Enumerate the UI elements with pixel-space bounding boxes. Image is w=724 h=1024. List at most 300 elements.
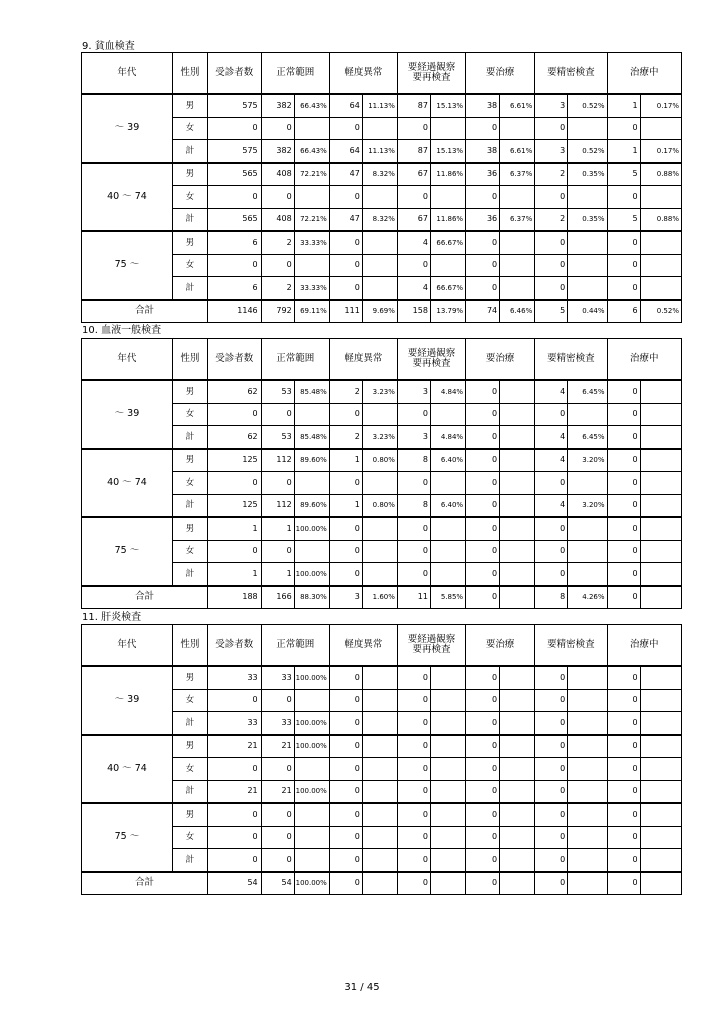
count-cell: 1 [607, 140, 640, 163]
table-row [82, 277, 682, 300]
percent-cell [430, 758, 465, 781]
percent-cell [640, 849, 681, 872]
count-cell: 112 [261, 494, 294, 517]
sex-label: 計 [172, 712, 207, 735]
count-cell: 4 [397, 231, 430, 254]
percent-cell [362, 231, 397, 254]
count-cell: 0 [329, 117, 362, 140]
age-group-label: 40 ～ 74 [82, 449, 173, 518]
total-count-cell: 166 [261, 586, 294, 609]
count-cell: 0 [329, 254, 362, 277]
table-row [82, 494, 682, 517]
section-title: 11. 肝炎検査 [82, 612, 142, 623]
percent-cell: 6.37% [500, 208, 535, 231]
percent-cell [500, 689, 535, 712]
table-row [82, 140, 682, 163]
count-cell: 0 [466, 563, 500, 586]
count-cell: 0 [466, 826, 500, 849]
count-cell: 0 [466, 449, 500, 472]
total-count-cell: 8 [535, 586, 568, 609]
total-count-cell: 792 [261, 300, 294, 323]
count-cell: 21 [261, 780, 294, 803]
table-row [82, 540, 682, 563]
count-cell: 0 [607, 758, 640, 781]
count-cell: 0 [607, 563, 640, 586]
total-percent-cell [568, 872, 607, 895]
percent-cell: 0.88% [640, 208, 681, 231]
total-count-cell: 111 [329, 300, 362, 323]
percent-cell [294, 849, 329, 872]
percent-cell: 6.45% [568, 426, 607, 449]
count-cell: 0 [607, 472, 640, 495]
percent-cell [362, 517, 397, 540]
percent-cell: 66.43% [294, 140, 329, 163]
age-group-label: ～ 39 [82, 94, 173, 163]
count-cell: 8 [397, 494, 430, 517]
table-row [82, 735, 682, 758]
count-cell: 0 [607, 689, 640, 712]
table-row [82, 517, 682, 540]
percent-cell [640, 563, 681, 586]
count-cell: 53 [261, 380, 294, 403]
results-table [81, 338, 682, 609]
count-cell: 0 [329, 231, 362, 254]
table-row [82, 94, 682, 117]
count-cell: 0 [466, 780, 500, 803]
count-cell: 0 [535, 254, 568, 277]
percent-cell: 89.60% [294, 494, 329, 517]
examinee-count: 62 [207, 380, 261, 403]
percent-cell [362, 403, 397, 426]
count-cell: 87 [397, 140, 430, 163]
examinee-count: 21 [207, 735, 261, 758]
sex-label: 女 [172, 689, 207, 712]
age-group-label: 75 ～ [82, 517, 173, 586]
count-cell: 0 [329, 403, 362, 426]
table-row [82, 403, 682, 426]
percent-cell [568, 277, 607, 300]
percent-cell: 11.13% [362, 140, 397, 163]
total-count-cell: 3 [329, 586, 362, 609]
percent-cell [294, 803, 329, 826]
percent-cell: 100.00% [294, 517, 329, 540]
count-cell: 0 [466, 803, 500, 826]
percent-cell [500, 803, 535, 826]
total-percent-cell: 4.26% [568, 586, 607, 609]
sex-label: 計 [172, 494, 207, 517]
total-percent-cell: 0.52% [640, 300, 681, 323]
percent-cell [640, 712, 681, 735]
percent-cell [500, 494, 535, 517]
total-examinees: 54 [207, 872, 261, 895]
count-cell: 67 [397, 163, 430, 186]
percent-cell: 0.80% [362, 449, 397, 472]
age-group-label: ～ 39 [82, 380, 173, 449]
total-percent-cell [500, 872, 535, 895]
percent-cell [500, 449, 535, 472]
percent-cell [430, 186, 465, 209]
header-mild: 軽度異常 [329, 339, 397, 381]
percent-cell [430, 666, 465, 689]
table-row [82, 758, 682, 781]
count-cell: 21 [261, 735, 294, 758]
percent-cell [294, 117, 329, 140]
count-cell: 0 [397, 403, 430, 426]
count-cell: 2 [261, 231, 294, 254]
header-examinees: 受診者数 [207, 53, 261, 95]
percent-cell [362, 735, 397, 758]
percent-cell: 8.32% [362, 163, 397, 186]
count-cell: 0 [329, 666, 362, 689]
count-cell: 0 [466, 380, 500, 403]
percent-cell [430, 540, 465, 563]
percent-cell: 100.00% [294, 780, 329, 803]
count-cell: 1 [261, 517, 294, 540]
sex-label: 男 [172, 449, 207, 472]
count-cell: 4 [535, 426, 568, 449]
total-count-cell: 74 [466, 300, 500, 323]
examinee-count: 0 [207, 758, 261, 781]
age-group-label: 75 ～ [82, 231, 173, 300]
percent-cell: 72.21% [294, 163, 329, 186]
percent-cell [294, 689, 329, 712]
count-cell: 0 [329, 758, 362, 781]
sex-label: 女 [172, 826, 207, 849]
sex-label: 男 [172, 94, 207, 117]
examinee-count: 125 [207, 494, 261, 517]
count-cell: 5 [607, 163, 640, 186]
percent-cell [568, 712, 607, 735]
sex-label: 計 [172, 140, 207, 163]
total-label: 合計 [82, 586, 208, 609]
percent-cell: 0.88% [640, 163, 681, 186]
examinee-count: 6 [207, 277, 261, 300]
percent-cell: 0.52% [568, 94, 607, 117]
table-row [82, 449, 682, 472]
percent-cell [500, 712, 535, 735]
count-cell: 0 [607, 712, 640, 735]
total-examinees: 1146 [207, 300, 261, 323]
percent-cell: 11.86% [430, 208, 465, 231]
percent-cell: 3.20% [568, 449, 607, 472]
count-cell: 0 [466, 186, 500, 209]
examinee-count: 575 [207, 94, 261, 117]
total-row [82, 872, 682, 895]
percent-cell [640, 403, 681, 426]
header-normal: 正常範囲 [261, 625, 329, 667]
percent-cell [640, 426, 681, 449]
total-percent-cell: 0.44% [568, 300, 607, 323]
count-cell: 36 [466, 208, 500, 231]
count-cell: 33 [261, 712, 294, 735]
total-count-cell: 5 [535, 300, 568, 323]
percent-cell [568, 403, 607, 426]
table-row [82, 826, 682, 849]
header-age: 年代 [82, 625, 173, 667]
sex-label: 計 [172, 208, 207, 231]
percent-cell [500, 849, 535, 872]
table-row [82, 380, 682, 403]
total-examinees: 188 [207, 586, 261, 609]
count-cell: 0 [535, 735, 568, 758]
count-cell: 2 [535, 163, 568, 186]
header-row [82, 53, 682, 95]
count-cell: 2 [329, 426, 362, 449]
percent-cell [430, 735, 465, 758]
percent-cell: 66.43% [294, 94, 329, 117]
table-row [82, 712, 682, 735]
count-cell: 0 [466, 689, 500, 712]
percent-cell [640, 494, 681, 517]
percent-cell [500, 231, 535, 254]
examinee-count: 565 [207, 208, 261, 231]
page-number: 31 / 45 [344, 982, 380, 993]
count-cell: 2 [535, 208, 568, 231]
count-cell: 0 [535, 826, 568, 849]
percent-cell [500, 826, 535, 849]
examinee-count: 33 [207, 666, 261, 689]
percent-cell: 6.40% [430, 494, 465, 517]
count-cell: 5 [607, 208, 640, 231]
count-cell: 0 [397, 758, 430, 781]
header-observe: 要経過観察 要再検査 [397, 339, 465, 381]
header-examinees: 受診者数 [207, 625, 261, 667]
sex-label: 男 [172, 735, 207, 758]
count-cell: 0 [397, 826, 430, 849]
count-cell: 0 [466, 517, 500, 540]
count-cell: 2 [329, 380, 362, 403]
total-count-cell: 158 [397, 300, 430, 323]
total-count-cell: 6 [607, 300, 640, 323]
count-cell: 0 [535, 563, 568, 586]
count-cell: 0 [535, 186, 568, 209]
count-cell: 0 [535, 517, 568, 540]
count-cell: 53 [261, 426, 294, 449]
total-percent-cell: 13.79% [430, 300, 465, 323]
count-cell: 0 [535, 277, 568, 300]
count-cell: 0 [535, 540, 568, 563]
percent-cell [362, 758, 397, 781]
percent-cell [500, 426, 535, 449]
percent-cell [362, 277, 397, 300]
examinee-count: 0 [207, 186, 261, 209]
count-cell: 0 [607, 780, 640, 803]
percent-cell [568, 666, 607, 689]
percent-cell [362, 689, 397, 712]
header-examinees: 受診者数 [207, 339, 261, 381]
examinee-count: 0 [207, 803, 261, 826]
count-cell: 8 [397, 449, 430, 472]
total-percent-cell [500, 586, 535, 609]
count-cell: 2 [261, 277, 294, 300]
count-cell: 382 [261, 140, 294, 163]
total-percent-cell: 6.46% [500, 300, 535, 323]
percent-cell: 66.67% [430, 277, 465, 300]
percent-cell [362, 849, 397, 872]
percent-cell [362, 117, 397, 140]
examinee-count: 0 [207, 826, 261, 849]
percent-cell [568, 186, 607, 209]
count-cell: 0 [466, 117, 500, 140]
table-row [82, 186, 682, 209]
count-cell: 0 [466, 254, 500, 277]
count-cell: 0 [607, 849, 640, 872]
percent-cell [500, 117, 535, 140]
count-cell: 0 [261, 826, 294, 849]
count-cell: 0 [329, 277, 362, 300]
count-cell: 1 [329, 494, 362, 517]
count-cell: 0 [466, 735, 500, 758]
header-normal: 正常範囲 [261, 53, 329, 95]
count-cell: 4 [535, 449, 568, 472]
percent-cell [430, 712, 465, 735]
percent-cell [500, 277, 535, 300]
percent-cell [362, 712, 397, 735]
percent-cell: 0.17% [640, 140, 681, 163]
count-cell: 0 [261, 186, 294, 209]
percent-cell [568, 758, 607, 781]
percent-cell [640, 689, 681, 712]
count-cell: 47 [329, 208, 362, 231]
header-under-treatment: 治療中 [607, 625, 681, 667]
table-row [82, 563, 682, 586]
percent-cell [500, 380, 535, 403]
total-percent-cell: 9.69% [362, 300, 397, 323]
total-count-cell: 11 [397, 586, 430, 609]
examinee-count: 1 [207, 563, 261, 586]
header-treatment: 要治療 [466, 625, 535, 667]
percent-cell: 89.60% [294, 449, 329, 472]
percent-cell: 0.17% [640, 94, 681, 117]
percent-cell [640, 517, 681, 540]
count-cell: 0 [535, 117, 568, 140]
examinee-count: 0 [207, 849, 261, 872]
header-age: 年代 [82, 339, 173, 381]
sex-label: 男 [172, 666, 207, 689]
percent-cell: 6.40% [430, 449, 465, 472]
percent-cell [640, 186, 681, 209]
percent-cell: 6.61% [500, 94, 535, 117]
header-normal: 正常範囲 [261, 339, 329, 381]
results-table [81, 52, 682, 323]
percent-cell [568, 231, 607, 254]
count-cell: 0 [397, 780, 430, 803]
count-cell: 0 [397, 117, 430, 140]
percent-cell [568, 735, 607, 758]
section-title: 10. 血液一般検査 [82, 325, 162, 336]
percent-cell: 85.48% [294, 426, 329, 449]
percent-cell [568, 117, 607, 140]
percent-cell: 6.45% [568, 380, 607, 403]
count-cell: 0 [397, 517, 430, 540]
sex-label: 女 [172, 403, 207, 426]
percent-cell [294, 472, 329, 495]
percent-cell [640, 540, 681, 563]
count-cell: 0 [261, 540, 294, 563]
total-row [82, 586, 682, 609]
percent-cell: 100.00% [294, 735, 329, 758]
total-percent-cell [362, 872, 397, 895]
percent-cell [568, 472, 607, 495]
count-cell: 0 [607, 735, 640, 758]
count-cell: 0 [607, 403, 640, 426]
count-cell: 0 [535, 758, 568, 781]
count-cell: 0 [535, 712, 568, 735]
count-cell: 0 [397, 803, 430, 826]
percent-cell [430, 403, 465, 426]
percent-cell [568, 803, 607, 826]
percent-cell [568, 826, 607, 849]
percent-cell [362, 254, 397, 277]
count-cell: 0 [397, 563, 430, 586]
count-cell: 0 [261, 403, 294, 426]
percent-cell [640, 735, 681, 758]
header-observe: 要経過観察 要再検査 [397, 625, 465, 667]
percent-cell: 3.20% [568, 494, 607, 517]
examinee-count: 6 [207, 231, 261, 254]
percent-cell [500, 254, 535, 277]
count-cell: 0 [607, 666, 640, 689]
count-cell: 0 [397, 735, 430, 758]
table-row [82, 208, 682, 231]
sex-label: 計 [172, 426, 207, 449]
sex-label: 計 [172, 849, 207, 872]
total-count-cell: 0 [329, 872, 362, 895]
count-cell: 0 [329, 849, 362, 872]
percent-cell [568, 254, 607, 277]
count-cell: 0 [261, 803, 294, 826]
count-cell: 0 [397, 849, 430, 872]
results-table [81, 624, 682, 895]
count-cell: 1 [329, 449, 362, 472]
count-cell: 0 [535, 689, 568, 712]
percent-cell: 33.33% [294, 231, 329, 254]
count-cell: 3 [535, 140, 568, 163]
percent-cell: 4.84% [430, 426, 465, 449]
total-label: 合計 [82, 300, 208, 323]
count-cell: 0 [607, 540, 640, 563]
count-cell: 0 [466, 540, 500, 563]
table-row [82, 849, 682, 872]
count-cell: 0 [261, 254, 294, 277]
header-under-treatment: 治療中 [607, 339, 681, 381]
count-cell: 0 [607, 517, 640, 540]
percent-cell [640, 449, 681, 472]
count-cell: 0 [261, 758, 294, 781]
count-cell: 0 [397, 472, 430, 495]
count-cell: 67 [397, 208, 430, 231]
count-cell: 0 [466, 403, 500, 426]
count-cell: 0 [397, 666, 430, 689]
percent-cell: 100.00% [294, 712, 329, 735]
total-count-cell: 54 [261, 872, 294, 895]
percent-cell [362, 540, 397, 563]
percent-cell [640, 277, 681, 300]
count-cell: 0 [466, 712, 500, 735]
header-detailed: 要精密検査 [535, 339, 607, 381]
percent-cell [294, 540, 329, 563]
table-row [82, 666, 682, 689]
count-cell: 47 [329, 163, 362, 186]
percent-cell [362, 563, 397, 586]
count-cell: 0 [329, 563, 362, 586]
percent-cell [640, 780, 681, 803]
count-cell: 0 [329, 689, 362, 712]
percent-cell: 72.21% [294, 208, 329, 231]
count-cell: 3 [397, 426, 430, 449]
percent-cell [294, 826, 329, 849]
percent-cell [362, 826, 397, 849]
